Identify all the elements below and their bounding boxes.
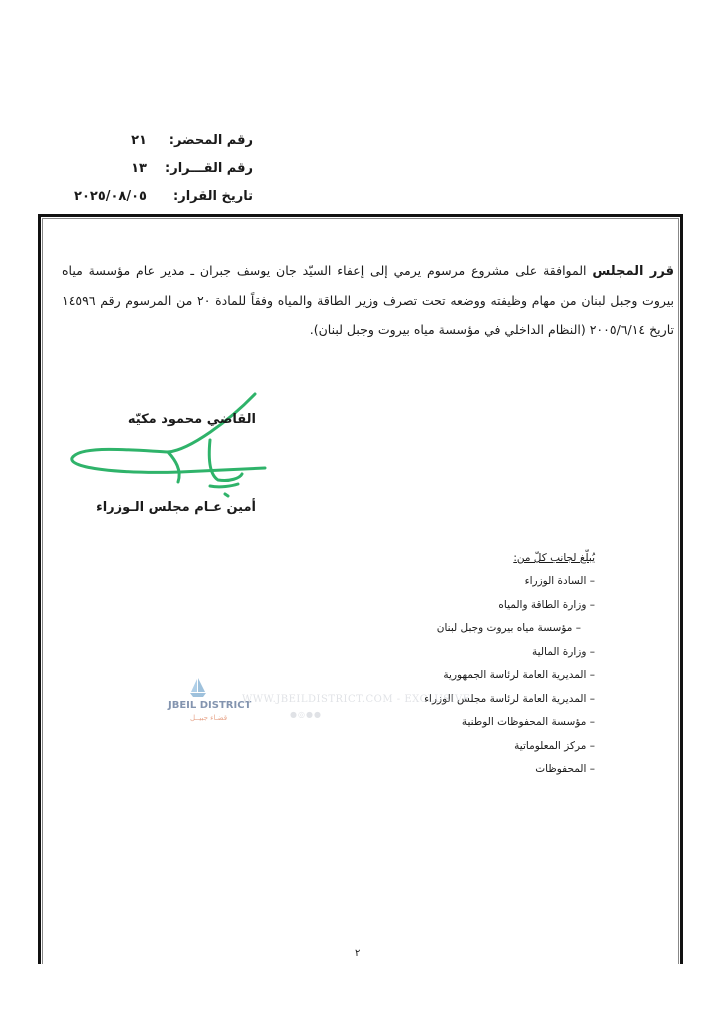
distribution-heading: يُبلّغ لجانب كلّ من: [513,552,595,564]
signature-block [70,400,270,530]
minutes-label: رقم المحضر: [168,132,253,148]
decision-header [74,126,253,210]
watermark-brand-arabic: قضـاء جبيــل [190,714,228,722]
watermark-brand: JBEIL DISTRICT [168,700,252,711]
decision-lead: قرر المجلس [592,264,674,279]
watermark [168,676,471,726]
date-row [74,182,253,210]
distribution-item: – وزارة المالية [532,645,595,658]
distribution-item: – السادة الوزراء [524,575,595,587]
date-value: ٢٠٢٥/٠٨/٠٥ [74,188,147,204]
decision-text: الموافقة على مشروع مرسوم يرمي إلى إعفاء السيّد جان يوسف جبران ـ مدير عام مؤسسة مياه بيروت وجبل لبنان من مهام وظيفته ووضعه تحت تصرف وزير الطاقة والمياه وفقاً للمادة ٢٠ من المرسوم رقم ١٤٥٩٦ تاريخ ٢٠٠٥/٦/١٤ (النظام الداخلي في مؤسسة مياه بيروت وجبل لبنان). [62,263,674,337]
distribution-item: – المحفوظات [535,763,595,775]
decision-value: ١٣ [131,160,147,176]
distribution-item: – وزارة الطاقة والمياه [498,598,595,611]
ship-logo-icon [186,676,210,700]
distribution-list [424,552,595,782]
decision-body [62,256,674,344]
decision-row [74,154,253,182]
social-icons: ●◎●● [290,710,322,719]
minutes-value: ٢١ [131,132,147,148]
distribution-item: – مؤسسة مياه بيروت وجبل لبنان [436,622,581,634]
distribution-item: – مركز المعلوماتية [514,739,595,752]
distribution-item: – مؤسسة المحفوظات الوطنية [461,716,595,728]
signatory-title: أمين عـام مجلس الـوزراء [96,500,256,515]
distribution-item: – المديرية العامة لرئاسة الجمهورية [443,669,595,681]
watermark-text: WWW.JBEILDISTRICT.COM - EXCLUSIVE [242,694,471,705]
decision-label: رقم القـــرار: [165,160,253,176]
minutes-row [74,126,253,154]
distribution-item: – المديرية العامة لرئاسة مجلس الوزراء [424,692,595,705]
page-number: ٢ [355,948,361,959]
signatory-name: القاضي محمود مكيّه [127,412,256,427]
date-label: تاريخ القرار: [173,188,253,204]
